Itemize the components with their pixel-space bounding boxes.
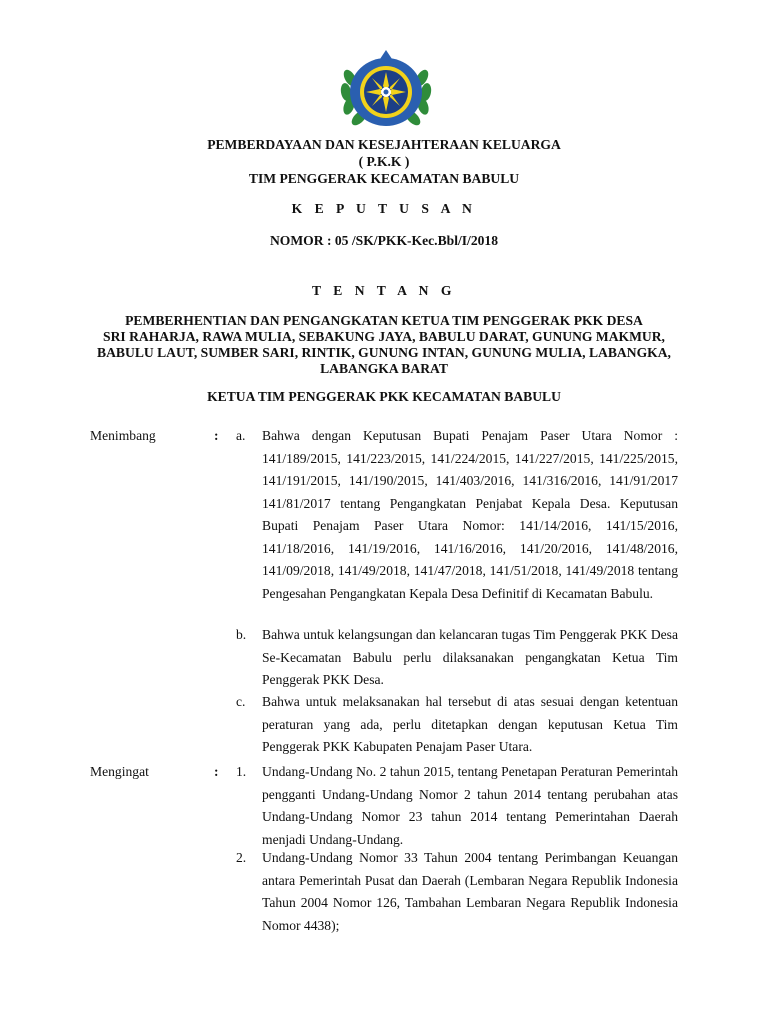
document-title: K E P U T U S A N — [291, 201, 477, 216]
menimbang-item-a-text: Bahwa dengan Keputusan Bupati Penajam Paser Utara Nomor : 141/189/2015, 141/223/2015, 141/224/2015, 141/227/2015, 141/225/2015, 141/191/2015, 141/190/2015, 141/403/2016, 141/316/2016, 141/91/2017 141/81/2017 tentang Pengangkatan Penjabat Kepala Desa. Keputusan Bupati Penajam Paser Utara Nomor: 141/14/2016, 141/15/2016, 141/18/2016, 141/19/2016, 141/16/2016, 141/20/2016, 141/48/2016, 141/09/2018, 141/49/2018, 141/47/2018, 141/51/2018, 141/49/2018 tentang Pengesahan Pengangkatan Kepala Desa Definitif di Kecamatan Babulu. — [262, 428, 678, 601]
subject-line-2: SRI RAHARJA, RAWA MULIA, SEBAKUNG JAYA, BABULU DARAT, GUNUNG MAKMUR, — [103, 329, 665, 344]
tentang-heading: T E N T A N G — [312, 283, 456, 298]
pkk-logo — [334, 48, 438, 136]
menimbang-label: Menimbang — [90, 428, 156, 443]
menimbang-item-c-marker: c. — [236, 694, 246, 709]
header-line-3: TIM PENGGERAK KECAMATAN BABULU — [248, 171, 520, 186]
pkk-emblem-icon — [334, 48, 438, 136]
menimbang-colon: : — [214, 428, 219, 443]
issuer-heading: KETUA TIM PENGGERAK PKK KECAMATAN BABULU — [207, 389, 561, 404]
menimbang-item-b-marker: b. — [236, 627, 247, 642]
menimbang-item-b-text: Bahwa untuk kelangsungan dan kelancaran tugas Tim Penggerak PKK Desa Se-Kecamatan Babulu perlu dilaksanakan pengangkatan Ketua Tim Penggerak PKK Desa. — [262, 627, 678, 687]
subject-line-4: LABANGKA BARAT — [320, 361, 448, 376]
mengingat-item-1-text: Undang-Undang No. 2 tahun 2015, tentang Penetapan Peraturan Pemerintah pengganti Undang-Undang Nomor 2 tahun 2014 tentang perubahan atas Undang-Undang Nomor 23 tahun 2014 tentang Pemerintahan Daerah menjadi Undang-Undang. — [262, 764, 678, 847]
mengingat-colon: : — [214, 764, 219, 779]
header-line-2: ( P.K.K ) — [358, 154, 410, 169]
mengingat-item-1-marker: 1. — [236, 764, 247, 779]
mengingat-label: Mengingat — [90, 764, 149, 779]
mengingat-item-2-text: Undang-Undang Nomor 33 Tahun 2004 tentang Perimbangan Keuangan antara Pemerintah Pusat dan Daerah (Lembaran Negara Republik Indonesia Tahun 2004 Nomor 126, Tambahan Lembaran Negara Republik Indonesia Nomor 4438); — [262, 850, 678, 933]
header-line-1: PEMBERDAYAAN DAN KESEJAHTERAAN KELUARGA — [207, 137, 561, 152]
mengingat-item-2-marker: 2. — [236, 850, 247, 865]
subject-line-1: PEMBERHENTIAN DAN PENGANGKATAN KETUA TIM PENGGERAK PKK DESA — [125, 313, 643, 328]
menimbang-item-a-marker: a. — [236, 428, 246, 443]
document-number: NOMOR : 05 /SK/PKK-Kec.Bbl/I/2018 — [269, 233, 499, 248]
subject-line-3: BABULU LAUT, SUMBER SARI, RINTIK, GUNUNG INTAN, GUNUNG MULIA, LABANGKA, — [97, 345, 671, 360]
menimbang-item-c-text: Bahwa untuk melaksanakan hal tersebut di atas sesuai dengan ketentuan peraturan yang ada, perlu ditetapkan dengan keputusan Ketua Tim Penggerak PKK Kabupaten Penajam Paser Utara. — [262, 694, 678, 754]
